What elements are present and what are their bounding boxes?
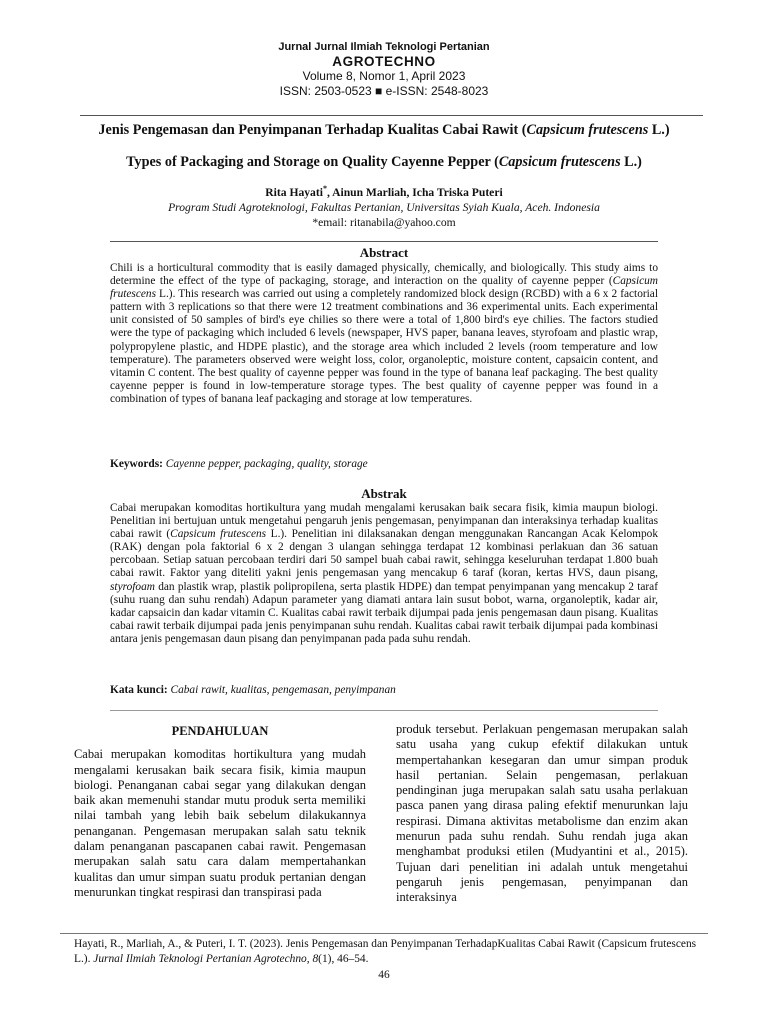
title-indonesian-suffix: L.) [648,122,670,138]
kata-kunci-label: Kata kunci: [110,684,168,696]
header-divider [80,115,703,116]
abstract-indonesian-part2: L.). Penelitian ini dilaksanakan dengan menggunakan Rancangan Acak Kelompok (RAK) dengan pola faktorial 6 x 2 dengan 3 ulangan sehingga terdapat 12 kombinasi perlakuan dan 36 satuan percobaan. Setiap satuan percobaan terdiri dari 50 sampel buah cabai rawit, sehingga keseluruhan terdapat 1.800 buah cabai rawit. Faktor yang diteliti yakni jenis pengemasan yang mencakup 6 taraf (koran, kertas HVS, daun pisang, [110,528,659,580]
title-indonesian-species: Capsicum frutescens [526,122,649,138]
affiliation: Program Studi Agroteknologi, Fakultas Pertanian, Universitas Syiah Kuala, Aceh. Indonesia [168,201,600,214]
citation-journal: Jurnal Ilmiah Teknologi Pertanian Agrotechno [93,953,307,965]
citation-part1: Hayati, R., Marliah, A., & Puteri, I. T. (2023). Jenis Pengemasan dan Penyimpanan TerhadapKualitas Cabai Rawit (Capsicum frutescens L.). [74,938,697,965]
abstract-indonesian-styrofoam: styrofoam [110,580,155,593]
abstract-divider-top [110,241,658,242]
abstract-english-body [110,262,658,406]
keywords-label: Keywords: [110,458,163,470]
title-english-species: Capsicum frutescens [498,154,621,170]
footer-divider [60,933,708,934]
intro-left-paragraph: Cabai merupakan komoditas hortikultura yang mudah mengalami kerusakan baik secara fisik, kimia maupun biologi. Penanganan cabai segar yang dilakukan dengan baik akan memenuhi standar mutu produk serta memiliki nilai tambah yang lebih baik sebelum dilakukannya penanganan. Pengemasan merupakan salah satu teknik dalam penanganan pascapanen cabai rawit. Pengemasan merupakan salah satu cara dalam mempertahankan kualitas dan umur simpan suatu produk pertanian dengan menurunkan tingkat respirasi dan transpirasi pada [74,747,366,899]
title-english-text: Types of Packaging and Storage on Quality Cayenne Pepper ( [126,154,499,170]
kata-kunci-value: Cabai rawit, kualitas, pengemasan, penyimpanan [167,684,396,696]
citation-part2: , [306,953,313,965]
citation [74,937,704,967]
citation-volume: 8 [312,953,319,965]
abstract-indonesian-part3: dan plastik wrap, plastik polipropilena, serta plastik HDPE) dan tempat penyimpanan yang mencakup 2 taraf (suhu ruang dan suhu rendah) Adapun parameter yang diamati antara lain susut bobot, warna, organoleptik, kadar air, kadar capsaicin dan kadar vitamin C. Kualitas cabai rawit terbaik dijumpai pada jenis pengemasan daun pisang. Kualitas cabai rawit terbaik dijumpai pada jenis penyimpanan suhu rendah. Kualitas cabai rawit terbaik dijumpai pada kombinasi antara jenis pengemasan daun pisang dan penyimpanan pada pada suhu rendah. [110,580,658,645]
intro-left-column [74,722,366,900]
abstract-english-part1: Chili is a horticultural commodity that is easily damaged physically, chemically, and biologically. This study aims to determine the effect of the type of packaging, storage, and interaction on the quality of cayenne pepper ( [110,262,658,288]
abstract-english-species: Capsicum frutescens [110,275,658,301]
journal-issn: ISSN: 2503-0523 ■ e-ISSN: 2548-8023 [279,84,489,98]
keywords-indonesian [110,684,658,696]
abstract-indonesian-body [110,502,658,646]
author-first: Rita Hayati [265,185,323,199]
keywords-english [110,458,658,470]
abstract-heading: Abstract [359,245,409,260]
intro-heading: PENDAHULUAN [171,724,269,738]
abstrak-heading: Abstrak [361,486,407,501]
author-email: *email: ritanabila@yahoo.com [312,216,456,229]
journal-brand: AGROTECHNO [332,54,436,69]
intro-right-column [396,722,688,906]
journal-header [0,40,768,99]
abstract-indonesian-species: Capsicum frutescens [170,528,267,541]
abstract-english-part2: L.). This research was carried out using a completely randomized block design (RCBD) with a 6 x 2 factorial pattern with 3 replications so that there were 12 treatment combinations and 36 experimental units. Each experimental unit consisted of 50 samples of bird's eye chilies so there were a total of 1,800 bird's eye chilies. The factors studied were the type of packaging which included 6 levels (newspaper, HVS paper, banana leaves, styrofoam and plastic wrap, polypropylene plastic, and HDPE plastic), and the storage area which included 2 levels (room temperature and low temperature). The parameters observed were weight loss, color, organoleptic, moisture content, capsaicin content, and vitamin C content. The best quality of cayenne pepper was found in the type of banana leaf packaging. The best quality cayenne pepper is found in low-temperature storage types. The best quality of cayenne pepper was found in a combination of types of banana leaf packaging and storage at low temperatures. [110,288,658,405]
keywords-value: Cayenne pepper, packaging, quality, storage [162,458,368,470]
journal-volume: Volume 8, Nomor 1, April 2023 [302,69,466,83]
abstract-divider-bottom [110,710,658,711]
author-list [60,184,708,199]
citation-part3: (1), 46–54. [318,953,369,965]
journal-name: Jurnal Jurnal Ilmiah Teknologi Pertanian [278,41,490,53]
title-english [60,154,708,171]
intro-right-paragraph: produk tersebut. Perlakuan pengemasan merupakan salah satu usaha yang cukup efektif dilakukan untuk mempertahankan kesegaran dan umur simpan produk hasil pertanian. Selain pengemasan, perlakuan pendinginan juga merupakan salah satu usaha perlakuan pasca panen yang dirasa paling efektif menurunkan laju respirasi. Dimana aktivitas metabolisme dan enzim akan menurun pada suhu rendah. Suhu rendah juga akan menghambat produksi etilen (Mudyantini et al., 2015). Tujuan dari penelitian ini adalah untuk mengetahui pengaruh jenis pengemasan, penyimpanan dan interaksinya [396,722,688,905]
title-indonesian-text: Jenis Pengemasan dan Penyimpanan Terhadap Kualitas Cabai Rawit ( [98,122,527,138]
title-indonesian [60,122,708,139]
author-rest: , Ainun Marliah, Icha Triska Puteri [326,185,503,199]
abstract-indonesian-part1: Cabai merupakan komoditas hortikultura yang mudah mengalami kerusakan baik secara fisik, kimia maupun biologi. Penelitian ini bertujuan untuk mengetahui pengaruh jenis pengemasan, penyimpanan dan interaksinya terhadap kualitas cabai rawit ( [110,502,658,541]
page-number: 46 [378,969,390,981]
title-english-suffix: L.) [620,154,642,170]
corresponding-mark: * [322,184,327,193]
